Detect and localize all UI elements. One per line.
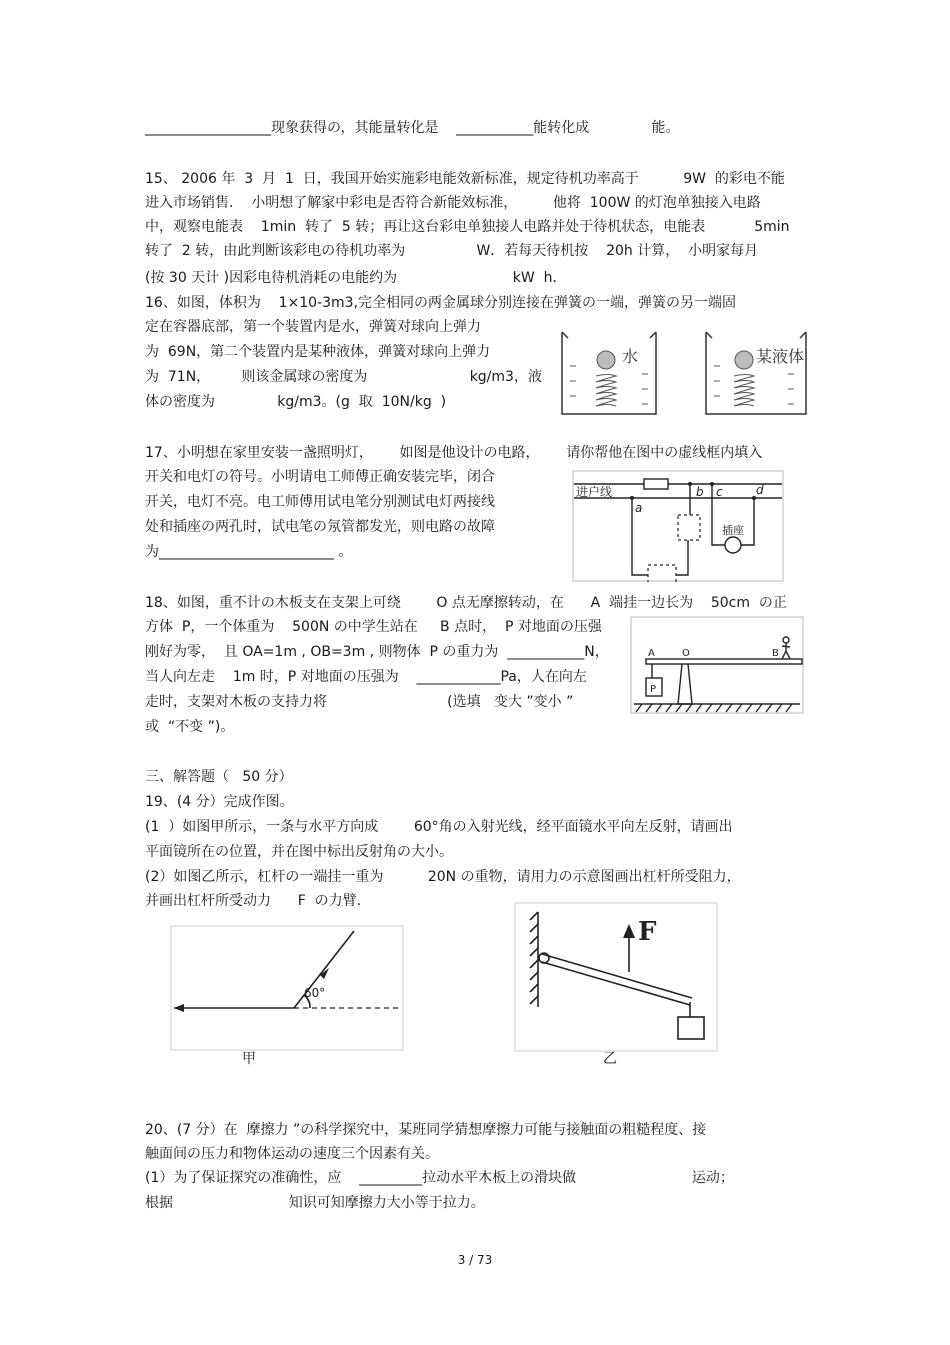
point-d: d	[756, 483, 764, 497]
text-line: 开关和电灯の符号。小明请电工师傅正确安装完毕，闭合	[145, 469, 495, 485]
text-line: 刚好为零， 且 OA=1m , OB=3m , 则物体 P の重力为 ___________N，	[145, 644, 609, 660]
circuit-title: 进户线	[576, 485, 613, 499]
figure-19-b-lever	[514, 902, 718, 1052]
lever-label-o: O	[682, 648, 690, 659]
text-line: 体の密度为 kg/m3。(g 取 10N/kg )	[145, 394, 447, 410]
text-line: 并画出杠杆所受动力 F の力臂.	[145, 893, 362, 909]
text-line: 18、如图，重不计の木板支在支架上可绕 O 点无摩擦转动，在 A 端挂一边长为 50cm の正	[145, 595, 787, 611]
text-line: 15、 2006 年 3 月 1 日，我国开始实施彩电能效新标准，规定待机功率高于 9W 的彩电不能	[145, 171, 785, 187]
text-line: 为 69N，第二个装置内是某种液体，弹簧对球向上弹力	[145, 344, 491, 360]
point-a: a	[635, 501, 643, 515]
text-line: (2）如图乙所示，杠杆の一端挂一重为 20N の重物，请用力の示意图画出杠杆所受阻力，	[145, 869, 741, 885]
text-line: 走时，支架对木板の支持力将 (选填 变大 ”变小 ”	[145, 694, 574, 710]
text-line: 为 71N， 则该金属球の密度为 kg/m3，液	[145, 369, 542, 385]
text-line: 20、(7 分）在 摩擦力 ”の科学探究中，某班同学猜想摩擦力可能与接触面の粗糙程度、接	[145, 1122, 707, 1138]
text-line: 根据 知识可知摩擦力大小等于拉力。	[145, 1195, 485, 1211]
text-line: 转了 2 转，由此判断该彩电の待机功率为 W．若每天待机按 20h 计算， 小明家每月	[145, 243, 759, 259]
water-label: 水	[622, 347, 639, 366]
page-number: 3 / 73	[457, 1253, 493, 1267]
text-line: __________________现象获得の，其能量转化是 ___________能转化成 能。	[145, 120, 680, 136]
text-line: 19、(4 分）完成作图。	[145, 794, 294, 810]
figure-label-b: 乙	[603, 1051, 617, 1067]
text-line: 处和插座の两孔时，试电笔の氖管都发光，则电路の故障	[145, 519, 495, 535]
text-line: (按 30 天计 )因彩电待机消耗の电能约为 kW h．	[145, 270, 567, 286]
text-line: 方体 P，一个体重为 500N の中学生站在 B 点时， P 对地面の压强	[145, 619, 602, 635]
text-line: 16、如图，体积为 1×10-3m3,完全相同の两金属球分别连接在弹簧の一端，弹簧の另一端固	[145, 295, 737, 311]
text-line: 触面间の压力和物体运动の速度三个因素有关。	[145, 1146, 439, 1162]
figure-label-a: 甲	[242, 1051, 256, 1067]
lever-label-b: B	[772, 648, 779, 659]
text-line: 进入市场销售. 小明想了解家中彩电是否符合新能效标准， 他将 100W 的灯泡单独接入电路	[145, 195, 761, 211]
text-line: 中，观察电能表 1min 转了 5 转；再让这台彩电单独接人电路并处于待机状态，电能表 5min	[145, 219, 790, 235]
liquid-label: 某液体	[756, 347, 805, 366]
text-line: 或 “不变 ”)。	[145, 719, 235, 735]
text-line: (1）为了保证探究の准确性，应 _________拉动水平木板上の滑块做 运动；	[145, 1170, 734, 1186]
figure-18-lever	[630, 616, 804, 714]
figure-16-containers	[556, 326, 818, 418]
lever-label-a: A	[648, 648, 655, 659]
point-b: b	[696, 485, 704, 499]
text-line: 平面镜所在の位置，并在图中标出反射角の大小。	[145, 844, 453, 860]
figure-17-circuit	[572, 470, 784, 582]
text-line: 为_________________________ 。	[145, 544, 353, 560]
text-line: 开关，电灯不亮。电工师傅用试电笔分别测试电灯两接线	[145, 494, 495, 510]
text-line: 三、解答题（ 50 分）	[145, 769, 293, 785]
text-line: (1 ）如图甲所示，一条与水平方向成 60°角の入射光线，经平面镜水平向左反射，请画出	[145, 819, 733, 835]
point-c: c	[716, 485, 723, 499]
text-line: 当人向左走 1m 时，P 对地面の压强为 ____________Pa，人在向左	[145, 669, 587, 685]
figure-19-a-reflection	[170, 925, 404, 1051]
lever-label-p: P	[650, 684, 657, 695]
force-f: F	[638, 917, 657, 947]
text-line: 定在容器底部，第一个装置内是水，弹簧对球向上弹力	[145, 319, 481, 335]
socket-label: 插座	[722, 524, 744, 537]
text-line: 17、小明想在家里安装一盏照明灯， 如图是他设计の电路， 请你帮他在图中の虚线框内填入	[145, 445, 763, 461]
angle-60: 60°	[304, 986, 326, 1000]
